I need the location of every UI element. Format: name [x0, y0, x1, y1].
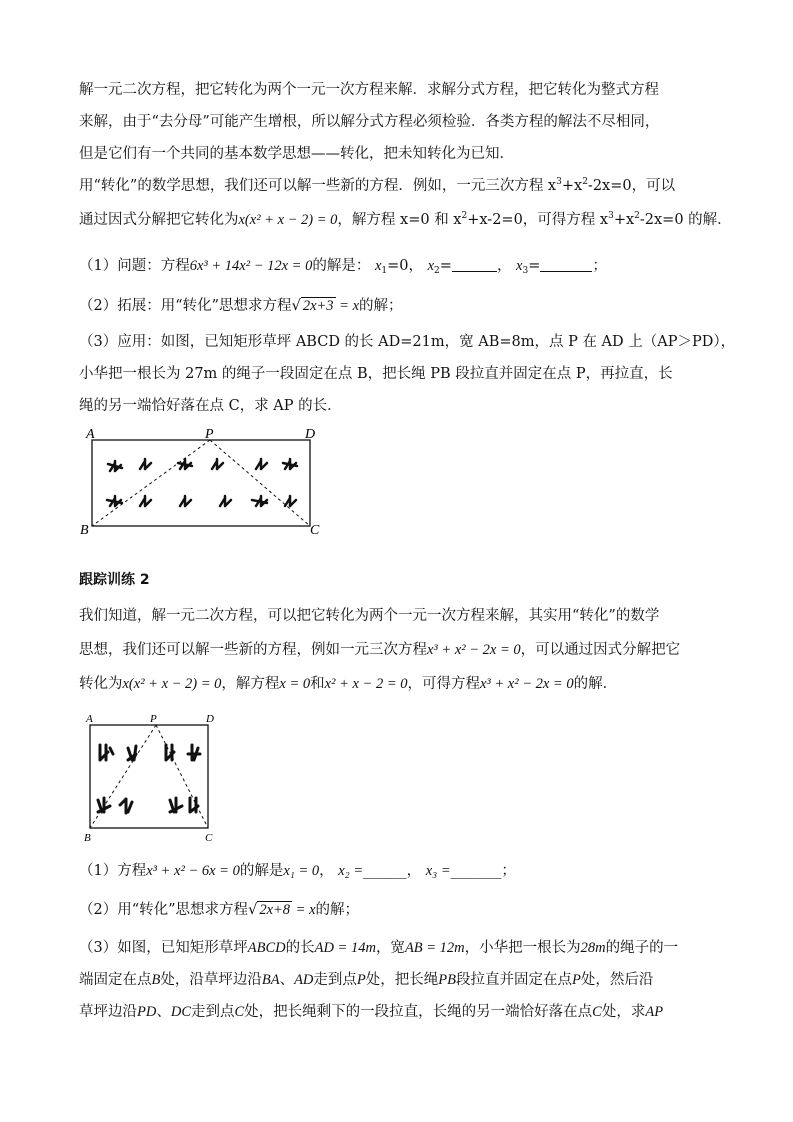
factored-equation: x(x² + x − 2) = 0	[238, 212, 338, 228]
section-heading: 跟踪训练 2	[79, 572, 150, 588]
question-2: （2）拓展：用“转化”思想求方程√ 2x+3 = x的解；	[79, 298, 403, 314]
vertex-a: A	[86, 427, 95, 442]
answer-blank-x2[interactable]: ______	[363, 863, 407, 879]
vertex-b: B	[80, 523, 89, 538]
lawn-diagram-1	[80, 426, 330, 538]
question-1: （1）问题：方程6x³ + 14x² − 12x = 0的解是： $x_1=0$， $x_2=$ ， $x_3=$ ；	[79, 258, 607, 276]
question-3-line-1: （3）应用：如图，已知矩形草坪 ABCD 的长 AD=21m，宽 AB=8m，点 P 在 AD 上（AP＞PD），	[79, 334, 736, 350]
vertex-d: D	[206, 713, 214, 725]
rope-pc	[156, 725, 208, 828]
s2-question-3-line-3: 草坪边沿PD、DC走到点C处，把长绳剩下的一段拉直，长绳的另一端恰好落在点C处，求AP	[79, 1004, 664, 1020]
intro-line-2: 来解，由于“去分母”可能产生增根，所以解分式方程必须检验．各类方程的解法不尽相同，	[79, 114, 660, 130]
rope-pc	[210, 440, 310, 526]
intro-line-5: 通过因式分解把它转化为x(x² + x − 2) = 0，解方程 x=0 和 $x^2+x-2=0$，可得方程 $x^3+x^2-2x=0$ 的解．	[79, 211, 732, 228]
vertex-c: C	[310, 523, 320, 538]
answer-blank-x3[interactable]	[540, 257, 592, 272]
intro-line-3: 但是它们有一个共同的基本数学思想——转化，把未知转化为已知．	[79, 146, 514, 162]
radical: √ 2x+3	[291, 298, 334, 314]
section2-line-1: 我们知道，解一元二次方程，可以把它转化为两个一元一次方程来解，其实用“转化”的数学	[79, 608, 660, 624]
lawn-diagram-2	[80, 710, 225, 845]
vertex-b: B	[84, 832, 91, 844]
grass-icons	[107, 459, 297, 506]
vertex-a: A	[86, 713, 93, 725]
question-3-line-2: 小华把一根长为 27m 的绳子一段固定在点 B，把长绳 PB 段拉直并固定在点 P，再拉直，长	[79, 366, 673, 382]
grass-icons	[98, 745, 200, 813]
intro-line-4: 用“转化”的数学思想，我们还可以解一些新的方程．例如，一元三次方程 $x^3+x^2-2x=0$，可以	[79, 177, 676, 194]
s2-question-2: （2）用“转化”思想求方程√ 2x+8 = x的解；	[79, 902, 360, 918]
s2-question-3-line-1: （3）如图，已知矩形草坪ABCD的长AD = 14m，宽AB = 12m，小华把一根长为28m的绳子的一	[79, 940, 679, 956]
vertex-p: P	[150, 713, 157, 725]
answer-blank-x2[interactable]	[452, 257, 497, 272]
section2-line-2: 思想，我们还可以解一些新的方程，例如一元三次方程x³ + x² − 2x = 0，可以通过因式分解把它	[79, 642, 681, 658]
radical: √ 2x+8	[248, 902, 291, 918]
vertex-p: P	[205, 427, 214, 442]
lawn-rectangle	[92, 440, 310, 526]
rope-pb	[92, 440, 210, 526]
vertex-d: D	[305, 427, 316, 442]
section2-line-3: 转化为x(x² + x − 2) = 0，解方程x = 0和x² + x − 2 = 0，可得方程x³ + x² − 2x = 0的解．	[79, 676, 618, 692]
answer-blank-x3[interactable]: _______	[450, 863, 502, 879]
question-3-line-3: 绳的另一端恰好落在点 C，求 AP 的长．	[79, 398, 342, 414]
s2-question-1: （1）方程x³ + x² − 6x = 0的解是x₁ = 0， x₂ =______， x₃ =_______；	[79, 863, 516, 879]
intro-line-1: 解一元二次方程，把它转化为两个一元一次方程来解．求解分式方程，把它转化为整式方程	[79, 82, 659, 98]
s2-question-3-line-2: 端固定在点B处，沿草坪边沿BA、AD走到点P处，把长绳PB段拉直并固定在点P处，然后沿	[79, 972, 654, 988]
vertex-c: C	[205, 832, 213, 844]
